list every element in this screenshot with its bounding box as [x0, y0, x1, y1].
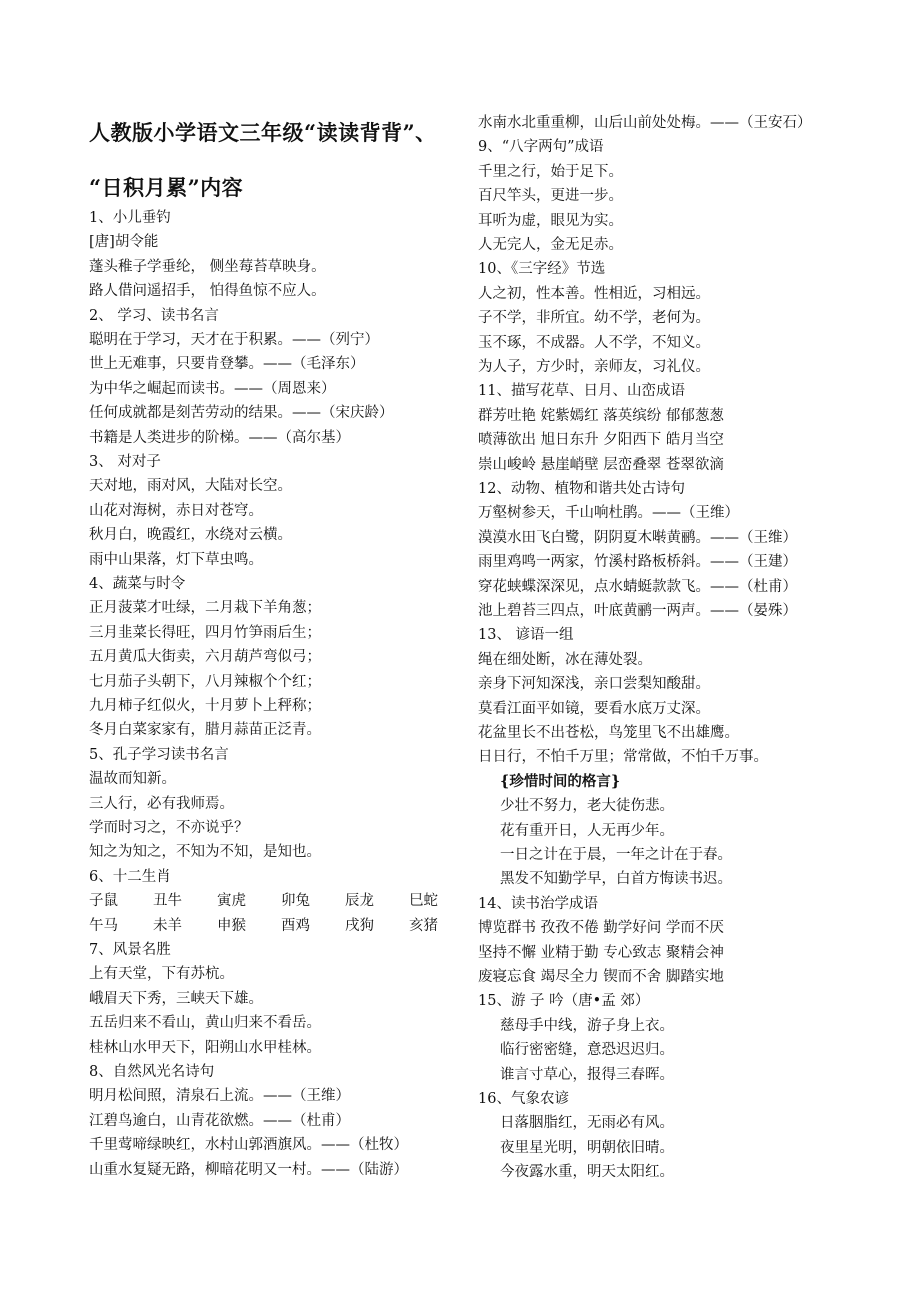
text-line: 夜里星光明，明朝依旧晴。: [500, 1139, 674, 1156]
text-line: 秋月白，晚霞红，水绕对云横。: [89, 527, 292, 544]
text-line: 群芳吐艳 姹紫嫣红 落英缤纷 郁郁葱葱: [478, 407, 724, 424]
section-heading: {珍惜时间的格言}: [500, 772, 621, 790]
text-line: 15、游 子 吟（唐•孟 郊）: [478, 993, 650, 1010]
page-title-line2: “日积月累”内容: [89, 175, 244, 200]
text-line: 千里莺啼绿映红，水村山郭酒旗风。——（杜牧）: [89, 1137, 408, 1154]
section-heading: 16、气象农谚: [478, 1091, 569, 1107]
text-line: 日日行，不怕千万里；常常做，不怕千万事。: [478, 749, 768, 766]
text-line: 6、十二生肖: [89, 868, 171, 885]
text-line: 世上无难事，只要肯登攀。——（毛泽东）: [89, 356, 365, 373]
text-line: 一日之计在于晨，一年之计在于春。: [500, 847, 732, 863]
text-line: 九月柿子红似火，十月萝卜上秤称；: [89, 698, 321, 714]
text-line: 知之为知之，不知为不知，是知也。: [89, 844, 321, 861]
zodiac-item: 午马: [89, 917, 118, 934]
text-line: 山重水复疑无路，柳暗花明又一村。——（陆游）: [89, 1161, 408, 1178]
text-line: 少壮不努力，老大徒伤悲。: [500, 798, 674, 815]
text-line: 9、“八字两句”成语: [478, 139, 604, 156]
text-line: 临行密密缝，意恐迟迟归。: [500, 1042, 674, 1059]
zodiac-item: 酉鸡: [281, 917, 310, 934]
text-line: 花盆里长不出苍松，鸟笼里飞不出雄鹰。: [478, 725, 739, 741]
text-line: 11、描写花草、日月、山峦成语: [478, 383, 685, 400]
zodiac-item: 戌狗: [345, 917, 374, 934]
text-line: 今夜露水重，明天太阳红。: [500, 1164, 674, 1181]
text-line: 崇山峻岭 悬崖峭壁 层峦叠翠 苍翠欲滴: [478, 456, 724, 473]
text-line: 雨里鸡鸣一两家，竹溪村路板桥斜。——（王建）: [478, 554, 797, 571]
zodiac-item: 巳蛇: [409, 893, 438, 910]
text-line: 花有重开日，人无再少年。: [500, 822, 674, 839]
text-line: 喷薄欲出 旭日东升 夕阳西下 皓月当空: [478, 432, 724, 449]
zodiac-item: 寅虎: [217, 893, 246, 910]
text-line: 三月韭菜长得旺，四月竹笋雨后生；: [89, 624, 321, 641]
zodiac-item: 丑牛: [153, 893, 182, 910]
zodiac-item: 未羊: [153, 917, 182, 934]
text-line: 日落胭脂红，无雨必有风。: [500, 1115, 674, 1132]
text-line: 池上碧苔三四点，叶底黄鹂一两声。——（晏殊）: [478, 603, 797, 619]
zodiac-item: 辰龙: [345, 893, 374, 910]
text-line: 1、小儿垂钓: [89, 210, 171, 226]
text-line: 人无完人，金无足赤。: [478, 237, 623, 253]
text-line: 4、蔬菜与时令: [89, 576, 186, 592]
text-line: 玉不琢，不成器。人不学，不知义。: [478, 334, 710, 351]
text-line: 五岳归来不看山，黄山归来不看岳。: [89, 1015, 321, 1032]
text-line: 3、 对对子: [89, 454, 161, 470]
text-line: 12、动物、植物和谐共处古诗句: [478, 481, 685, 497]
text-line: 耳听为虚，眼见为实。: [478, 212, 623, 229]
text-line: 聪明在于学习，天才在于积累。——（列宁）: [89, 332, 379, 348]
text-line: 为人子，方少时，亲师友，习礼仪。: [478, 359, 710, 375]
text-line: 雨中山果落，灯下草虫鸣。: [89, 551, 263, 568]
text-line: 学而时习之，不亦说乎？: [89, 820, 249, 836]
text-line: 书籍是人类进步的阶梯。——（高尔基）: [89, 429, 350, 446]
text-line: 七月茄子头朝下，八月辣椒个个红；: [89, 673, 321, 690]
text-line: 百尺竿头，更进一步。: [478, 188, 623, 205]
text-line: 慈母手中线，游子身上衣。: [500, 1017, 674, 1034]
text-line: 蓬头稚子学垂纶， 侧坐莓苔草映身。: [89, 258, 326, 275]
text-line: 三人行，必有我师焉。: [89, 795, 234, 812]
text-line: 7、风景名胜: [89, 942, 171, 958]
text-line: 水南水北重重柳，山后山前处处梅。——（王安石）: [478, 115, 812, 131]
page-title-line1: 人教版小学语文三年级“读读背背”、: [89, 120, 437, 145]
text-line: 漠漠水田飞白鹭，阴阴夏木啭黄鹂。——（王维）: [478, 529, 797, 546]
text-line: 万壑树参天，千山响杜鹃。——（王维）: [478, 505, 739, 522]
text-line: 山花对海树，赤日对苍穹。: [89, 502, 263, 519]
zodiac-item: 卯兔: [281, 893, 310, 910]
text-line: 桂林山水甲天下，阳朔山水甲桂林。: [89, 1039, 321, 1056]
text-line: 穿花蛱蝶深深见，点水蜻蜓款款飞。——（杜甫）: [478, 578, 797, 595]
text-line: 8、自然风光名诗句: [89, 1064, 215, 1080]
text-line: 黑发不知勤学早，白首方悔读书迟。: [500, 871, 732, 888]
text-line: 2、 学习、读书名言: [89, 307, 219, 324]
text-line: 绳在细处断，冰在薄处裂。: [478, 651, 652, 668]
text-line: 天对地，雨对风，大陆对长空。: [89, 478, 292, 495]
text-line: 谁言寸草心，报得三春晖。: [500, 1066, 674, 1083]
text-line: 废寝忘食 竭尽全力 锲而不舍 脚踏实地: [478, 969, 724, 985]
zodiac-item: 申猴: [217, 917, 246, 934]
text-line: 千里之行，始于足下。: [478, 163, 623, 180]
zodiac-row: [89, 891, 473, 911]
text-line: 江碧鸟逾白，山青花欲燃。——（杜甫）: [89, 1112, 350, 1129]
text-line: 峨眉天下秀，三峡天下雄。: [89, 990, 263, 1007]
zodiac-row: [89, 916, 473, 936]
text-line: 13、 谚语一组: [478, 627, 574, 644]
text-line: 莫看江面平如镜，要看水底万丈深。: [478, 700, 710, 717]
text-line: 为中华之崛起而读书。——（周恩来）: [89, 380, 336, 397]
text-line: 上有天堂，下有苏杭。: [89, 966, 234, 983]
text-line: 10、《三字经》节选: [478, 261, 606, 278]
text-line: 14、读书治学成语: [478, 895, 598, 912]
zodiac-item: 子鼠: [89, 893, 118, 910]
text-line: 人之初，性本善。性相近，习相远。: [478, 285, 710, 302]
text-line: 明月松间照，清泉石上流。——（王维）: [89, 1088, 350, 1105]
text-line: 任何成就都是刻苦劳动的结果。——（宋庆龄）: [89, 405, 394, 422]
text-line: 冬月白菜家家有，腊月蒜苗正泛青。: [89, 722, 321, 739]
text-line: 亲身下河知深浅，亲口尝梨知酸甜。: [478, 676, 710, 693]
text-line: 博览群书 孜孜不倦 勤学好问 学而不厌: [478, 920, 724, 937]
zodiac-item: 亥猪: [409, 917, 438, 934]
text-line: 坚持不懈 业精于勤 专心致志 聚精会神: [478, 944, 724, 961]
text-line: 五月黄瓜大街卖，六月葫芦弯似弓；: [89, 649, 321, 666]
text-line: [唐]胡令能: [89, 234, 159, 251]
text-line: 子不学，非所宜。幼不学，老何为。: [478, 310, 710, 327]
text-line: 5、孔子学习读书名言: [89, 746, 229, 763]
text-line: 正月菠菜才吐绿，二月栽下羊角葱；: [89, 600, 321, 617]
text-line: 温故而知新。: [89, 771, 176, 788]
text-line: 路人借问遥招手， 怕得鱼惊不应人。: [89, 283, 326, 300]
